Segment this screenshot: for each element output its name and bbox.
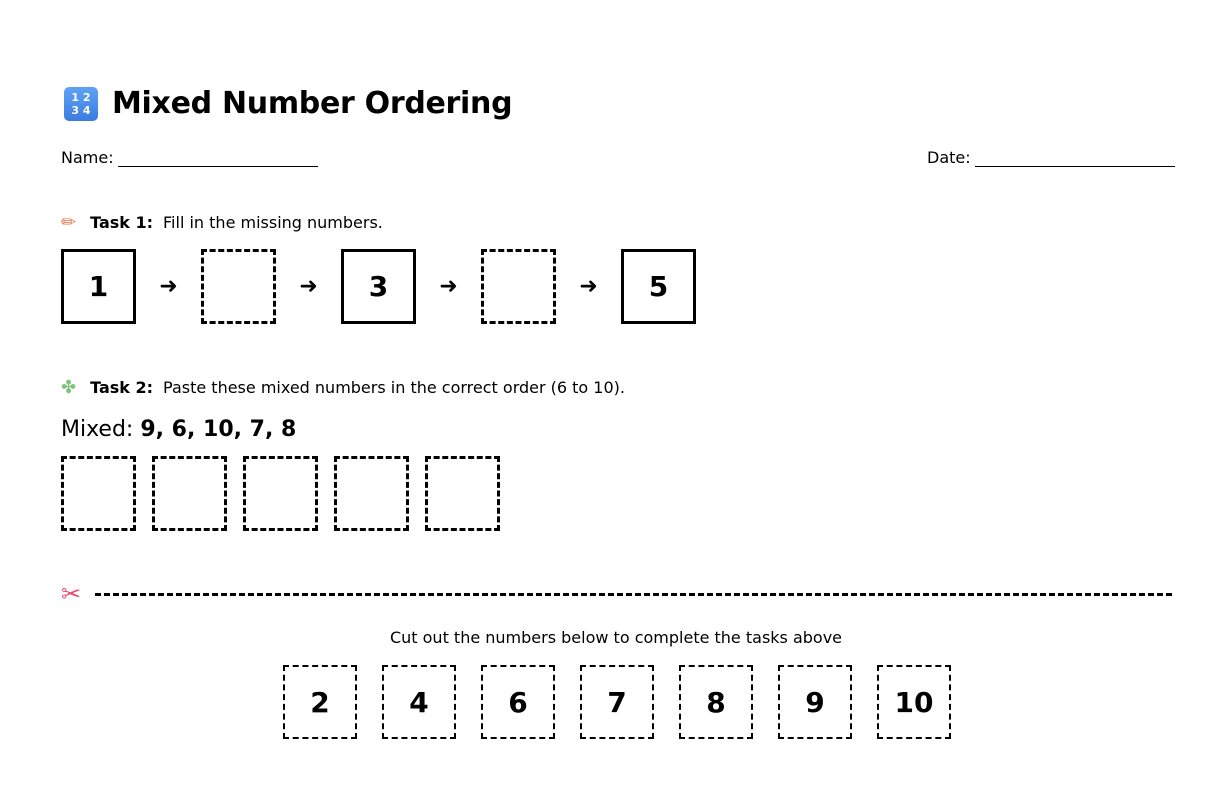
seq-blank-box[interactable]: [201, 249, 276, 324]
arrow-icon: ➜: [579, 274, 598, 299]
seq-box: 3: [341, 249, 416, 324]
dashed-cut-line: [95, 593, 1172, 596]
name-label: Name:: [61, 148, 114, 167]
task2-heading: [61, 377, 625, 398]
mixed-label: Mixed:: [61, 417, 134, 442]
paste-slot[interactable]: [61, 456, 136, 531]
cut-instruction: Cut out the numbers below to complete the tasks above: [389, 628, 843, 647]
name-line: [118, 152, 318, 167]
seq-blank-box[interactable]: [481, 249, 556, 324]
cutout-piece[interactable]: 9: [778, 665, 852, 739]
date-field: [927, 148, 1175, 167]
seq-box: 5: [621, 249, 696, 324]
cutout-pieces: [283, 665, 951, 739]
pencil-icon: ✏: [61, 212, 77, 233]
paste-slot[interactable]: [334, 456, 409, 531]
task1-sequence: [61, 249, 696, 324]
paste-slot[interactable]: [152, 456, 227, 531]
title-text: Mixed Number Ordering: [112, 86, 513, 121]
numbers-icon: 1 2 3 4: [64, 87, 98, 121]
task2-label: Task 2:: [90, 378, 154, 397]
paste-slot[interactable]: [425, 456, 500, 531]
arrow-icon: ➜: [299, 274, 318, 299]
seq-box: 1: [61, 249, 136, 324]
scissors-icon: ✂: [61, 580, 82, 608]
task1-instruction: Fill in the missing numbers.: [163, 213, 383, 232]
cut-line: [61, 580, 1172, 608]
cutout-piece[interactable]: 6: [481, 665, 555, 739]
arrow-icon: ➜: [159, 274, 178, 299]
arrow-icon: ➜: [439, 274, 458, 299]
paste-slots: [61, 456, 500, 531]
mixed-numbers: [61, 417, 296, 442]
name-field: [61, 148, 318, 167]
task1-label: Task 1:: [90, 213, 154, 232]
puzzle-icon: ✤: [61, 377, 77, 398]
task2-instruction: Paste these mixed numbers in the correct order (6 to 10).: [163, 378, 625, 397]
date-label: Date:: [927, 148, 971, 167]
date-line: [975, 152, 1175, 167]
page-title: [64, 86, 512, 121]
cutout-piece[interactable]: 7: [580, 665, 654, 739]
cutout-piece[interactable]: 4: [382, 665, 456, 739]
cutout-piece[interactable]: 10: [877, 665, 951, 739]
cutout-piece[interactable]: 8: [679, 665, 753, 739]
mixed-values: 9, 6, 10, 7, 8: [140, 417, 297, 442]
task1-heading: [61, 212, 383, 233]
cutout-piece[interactable]: 2: [283, 665, 357, 739]
paste-slot[interactable]: [243, 456, 318, 531]
